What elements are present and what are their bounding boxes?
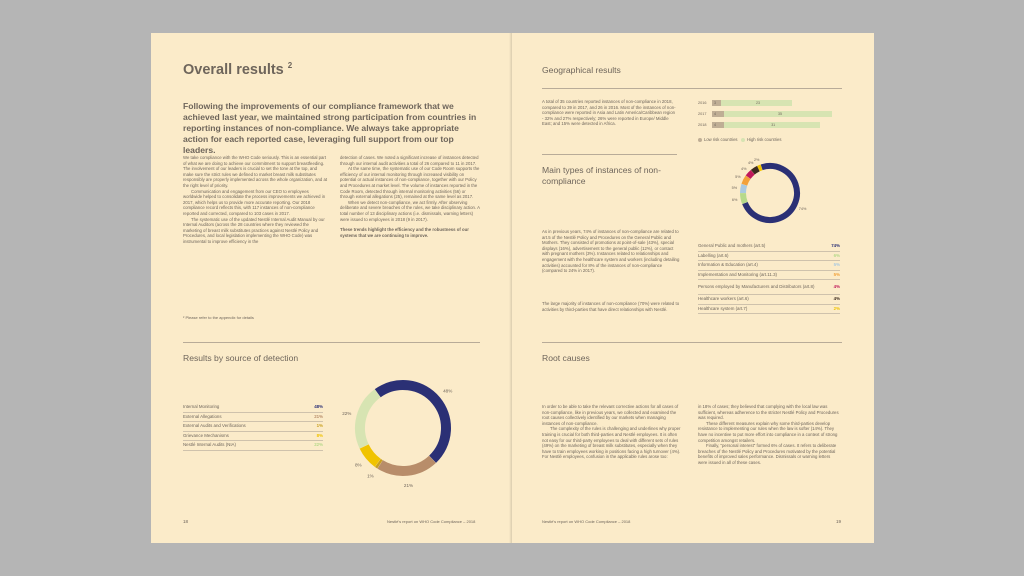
detection-donut-chart — [321, 363, 483, 493]
section-divider — [542, 88, 842, 89]
paragraph: detection of cases. We noted a significant increase of instances detected through our internal audit activities a total of 26 compared to 11 in 2017. — [340, 155, 479, 166]
paragraph: When we detect non-compliance, we act firmly. After observing deliberate and severe breaches of the rules, we take disciplinary action. A total number of 13 disciplinary actions (i.e. dismissals, warning letters) were issued to employees in 2018 (9 in 2017). — [340, 199, 480, 222]
geo-low-value: 4 — [714, 123, 716, 127]
page-number: 18 — [183, 519, 189, 524]
paragraph: In order to be able to take the relevant corrective actions for all cases of non-compliance, like in previous years, we collected and examined the root causes collectively identified by our markets when managing instances of non-compliance. — [542, 404, 679, 426]
paragraph: in 18% of cases; they believed that complying with the local law was sufficient, whereas adherence to the stricter Nestlé Policy and Procedures was required. — [698, 404, 839, 421]
geo-low-value: 3 — [714, 101, 716, 105]
types-table — [698, 242, 840, 314]
highlight-paragraph: These trends highlight the efficiency and the robustness of our systems that we are continuing to improve. — [340, 227, 469, 238]
row-label: External Allegations — [183, 413, 222, 419]
donut-slice — [748, 172, 753, 177]
geo-legend — [698, 137, 781, 142]
row-label: External Audits and Verifications — [183, 423, 246, 428]
paragraph: Communication and engagement from our CEO to employees worldwide helped to consolidate the process improvements we achieved in 2017, which helps us to provide more accurate reporting. Our 2018 compliance record reflects this, with 117 instances of non-compliance reported and corrected, compared to 103 cases in 2017. — [183, 188, 326, 216]
geo-high-value: 23 — [756, 101, 760, 105]
row-value: 22% — [314, 442, 323, 447]
table-row — [698, 261, 840, 271]
geo-bar-row — [698, 111, 846, 117]
geo-year-label: 2016 — [698, 101, 707, 105]
page-title: Overall results $^2$ — [183, 61, 293, 78]
row-value: 4% — [833, 284, 840, 289]
geo-paragraph: A total of 35 countries reported instances of non-compliance in 2018, compared to 39 in 2017, and 26 in 2016. Most of the instances of non-compliance were reported in Asia and Latin America/Caribbean region - 32% and 27% respectively; 26% were reported in Europe/ Middle East; and 15% were detected in Africa. — [542, 99, 676, 127]
slice-label: 8% — [354, 462, 362, 468]
geo-bar-row — [698, 122, 846, 128]
slice-label: 5% — [731, 185, 738, 190]
footnote: ² Please refer to the appendix for details — [183, 315, 254, 320]
table-row — [183, 432, 323, 442]
table-row — [183, 413, 323, 423]
section-divider — [542, 154, 677, 155]
section-title-detection: Results by source of detection — [183, 353, 299, 363]
row-value: 21% — [314, 413, 323, 419]
slice-label: 4% — [747, 161, 754, 166]
slice-label: 21% — [403, 483, 414, 489]
geo-bar-row — [698, 100, 846, 106]
row-value: 5% — [833, 262, 840, 267]
geo-year-label: 2017 — [698, 112, 707, 116]
row-label: Implementation and Monitoring (art.11.3) — [698, 271, 777, 277]
geo-high-value: 35 — [778, 112, 782, 116]
table-row — [698, 252, 840, 262]
slice-label: 48% — [443, 388, 453, 394]
row-label: Labelling (art.6) — [698, 252, 729, 258]
legend-label-low: Low risk countries — [704, 137, 738, 142]
paragraph: These different measures explain why some third-parties develop resistance to implementing our rules when the law is softer (14%). They have no incentive to put more effort into compliance in a context of strong competition amongst retailers. — [698, 420, 838, 443]
slice-label: 6% — [731, 198, 738, 203]
slice-label: 74% — [798, 206, 807, 211]
root-column-1 — [542, 404, 682, 460]
table-row — [698, 242, 840, 252]
donut-slice — [753, 169, 759, 173]
row-label: Internal Monitoring — [183, 404, 220, 409]
row-label: Persons employed by Manufacturers and Distributors (art.8) — [698, 284, 815, 289]
row-label: Healthcare system (art.7) — [698, 305, 748, 311]
row-label: Information & Education (art.4) — [698, 262, 758, 267]
table-row — [698, 271, 840, 281]
slice-label: 22% — [342, 411, 352, 417]
geo-bar-high — [712, 122, 820, 128]
slice-label: 4% — [741, 166, 747, 171]
section-title-geographical: Geographical results — [542, 65, 621, 75]
paragraph: We take compliance with the WHO Code seriously. This is an essential part of what we are doing to achieve our commitment to support breastfeeding. The involvement of our leaders is crucial to set the tone at the top, and make sure the strict rules we defined to market breast milk substitutes responsibly are properly implemented across the whole organization, and at the right level of priority. — [183, 155, 328, 188]
row-label: Grievance Mechanisms — [183, 432, 229, 438]
row-value: 48% — [314, 404, 323, 409]
geo-bar-high — [712, 111, 832, 117]
types-paragraph-2: The large majority of instances of non-compliance (70%) were related to activities by third-parties that have direct relationships with Nestlé. — [542, 301, 680, 312]
row-value: 74% — [831, 243, 840, 248]
slice-label: 5% — [735, 175, 741, 180]
legend-swatch-low — [698, 138, 702, 142]
row-label: General Public and mothers (art.5) — [698, 243, 766, 248]
donut-slice — [743, 185, 744, 193]
left-page — [151, 33, 512, 543]
table-row — [698, 295, 840, 305]
root-column-2 — [698, 404, 840, 466]
donut-slice — [380, 459, 432, 471]
geo-year-label: 2018 — [698, 123, 707, 127]
donut-slice — [744, 177, 748, 184]
donut-slice — [743, 193, 745, 203]
legend-label-high: High risk countries — [747, 137, 782, 142]
body-column-1 — [183, 155, 328, 245]
lead-paragraph: Following the improvements of our compliance framework that we achieved last year, we maintained strong participation from countries in reporting instances of non-compliance. We always take appropriate action for each reported case, leveraging full support from our top leaders. — [183, 101, 477, 155]
section-divider — [542, 342, 842, 343]
geo-high-value: 31 — [771, 123, 776, 127]
row-value: 1% — [316, 423, 323, 428]
paragraph: Finally, "personal interest" formed 6% of cases. It refers to deliberate breaches of the Nestlé Policy and Procedures motivated by the potential benefits of improved sales performance. Dismissals or warning letters were issued in all of these cases. — [698, 443, 837, 465]
donut-slice — [360, 393, 378, 446]
geo-low-value: 4 — [714, 112, 716, 116]
paragraph: The complexity of the rules is challenging and underlines why proper training is crucial for both third-parties and Nestlé employees. It is often not easy for our third-party employees to deal with different sets of rules (49%) on the marketing of breast milk substitutes, especially when they have to train employees working in positions facing a high turnover (4%). For Nestlé employees, confusion in the applicable rules arose too: — [542, 426, 681, 460]
donut-slice — [759, 167, 762, 168]
page-number: 19 — [836, 519, 842, 524]
table-row — [183, 441, 323, 451]
row-value: 4% — [833, 296, 840, 301]
row-value: 8% — [316, 432, 323, 438]
donut-slice — [378, 385, 446, 459]
legend-swatch-high — [741, 138, 745, 142]
types-donut-chart — [698, 153, 848, 235]
row-value: 2% — [833, 305, 840, 311]
page-footer: Nestlé's report on WHO Code Compliance – 2018 — [542, 519, 631, 524]
section-divider — [183, 342, 480, 343]
table-row — [698, 305, 840, 315]
table-row — [698, 280, 840, 295]
paragraph: At the same time, the systematic use of our Code Room supports the efficiency of our internal monitoring through increased visibility on potential or actual instances of non-compliance, together with our Policy and Procedures at market level. The volume of instances reported in the Code Room, detected through internal monitoring activities (56) or through external allegations (25), remained at the same level as 2017. — [340, 166, 480, 200]
row-label: Nestlé Internal Audits (NIA) — [183, 442, 236, 447]
body-column-2 — [340, 155, 480, 238]
donut-slice — [364, 447, 378, 463]
paragraph: The systematic use of the updated Nestlé Internal Audit Manual by our Internal Auditors (across the 28 countries where they reviewed the marketing of breast milk substitutes practices against Nestlé Policy and Procedures, and local legislation implementing the WHO Code) was instrumental to improve efficiency in the — [183, 216, 325, 244]
row-value: 6% — [833, 252, 840, 258]
table-row — [183, 422, 323, 432]
geo-bar-high — [712, 100, 792, 106]
slice-label: 1% — [367, 473, 374, 479]
types-paragraph-1: As in previous years, 74% of instances of non-compliance are related to art.5 of the Nestlé Policy and Procedures on the General Public and Mothers. They consisted of promotions at point-of-sale (43%), special displays (16%), advertisement to the general public (12%), or contact with pregnant mothers (3%). Instances related to relationships and engagement with the healthcare system and workers (including detailing activities) accounted for 8% of the instances of non-compliance (compared to 24% in 2017). — [542, 229, 680, 274]
row-value: 5% — [833, 271, 840, 277]
right-page — [512, 33, 874, 543]
page-footer: Nestlé's report on WHO Code Compliance – 2018 — [387, 519, 476, 524]
section-title-types: Main types of instances of non-compliance — [542, 165, 661, 186]
table-row — [183, 403, 323, 413]
donut-slice — [378, 463, 380, 464]
section-title-root-causes: Root causes — [542, 353, 590, 363]
slice-label: 2% — [753, 158, 760, 162]
detection-table — [183, 403, 323, 451]
row-label: Healthcare workers (art.6) — [698, 296, 749, 301]
